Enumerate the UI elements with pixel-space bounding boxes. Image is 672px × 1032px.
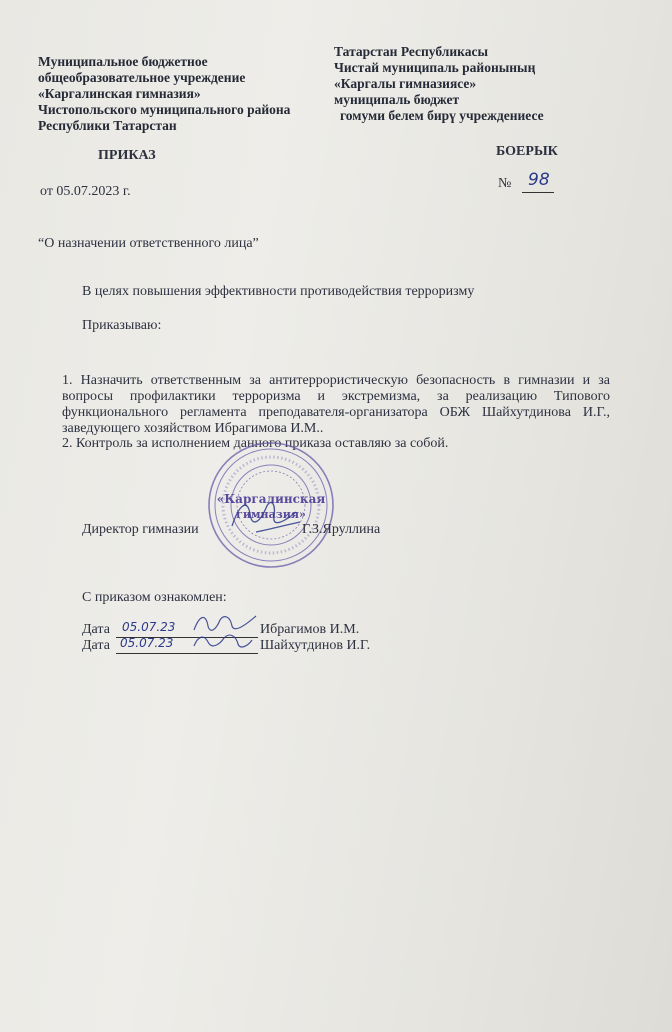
ack-date-value: 05.07.23 <box>120 636 174 650</box>
order-item-1-line: заведующего хозяйством Ибрагимова И.М.. <box>62 421 324 436</box>
ack-heading: С приказом ознакомлен: <box>82 590 227 605</box>
order-purpose: В целях повышения эффективности противодействия терроризму <box>82 284 475 299</box>
ack-date-label: Дата <box>82 622 110 637</box>
stamp-center-line: «Каргалинская <box>216 492 326 506</box>
order-item-2: 2. Контроль за исполнением данного приказа оставляю за собой. <box>62 436 449 451</box>
header-right-line: муниципаль бюджет <box>334 92 460 107</box>
header-right-line: «Каргалы гимназиясе» <box>334 76 477 91</box>
header-left-line: Чистопольского муниципального района <box>38 102 291 117</box>
ack-signature-2 <box>190 630 256 654</box>
order-item-1 <box>62 373 610 437</box>
ack-date-label: Дата <box>82 638 110 653</box>
header-right-line: Чистай муниципаль районының <box>334 60 536 75</box>
header-right-block <box>334 44 544 124</box>
header-right-line: гомуми белем бирү учреждениесе <box>340 108 544 123</box>
order-subject: “О назначении ответственного лица” <box>38 236 259 251</box>
order-item-1-line: функционального регламента преподавателя-организатора ОБЖ Шайхутдинова И.Г., <box>62 405 610 420</box>
ack-name: Шайхутдинов И.Г. <box>260 638 371 653</box>
order-number-label: № <box>498 176 512 191</box>
order-word: Приказываю: <box>82 318 162 333</box>
order-number-value: 98 <box>528 170 550 190</box>
director-signature <box>226 492 306 540</box>
ack-date-value: 05.07.23 <box>122 620 176 634</box>
header-left-line: Республики Татарстан <box>38 118 177 133</box>
header-left-block <box>38 54 290 134</box>
ack-name: Ибрагимов И.М. <box>260 622 360 637</box>
header-left-line: Муниципальное бюджетное <box>38 54 208 69</box>
header-left-line: общеобразовательное учреждение <box>38 70 246 85</box>
order-title-tt: БОЕРЫК <box>496 144 558 159</box>
stamp-center-line: гимназия» <box>236 508 306 521</box>
director-position: Директор гимназии <box>82 522 199 537</box>
order-number-underline <box>522 192 554 193</box>
order-item-1-line: вопросы профилактики терроризма и экстремизма, за реализацию Типового <box>62 389 610 404</box>
header-left-line: «Каргалинская гимназия» <box>38 86 201 101</box>
order-item-1-line: 1. Назначить ответственным за антитеррористическую безопасность в гимназии и за <box>62 373 610 388</box>
order-date: от 05.07.2023 г. <box>40 184 131 199</box>
header-right-line: Татарстан Республикасы <box>334 44 489 59</box>
director-name: Г.З.Яруллина <box>302 522 381 537</box>
order-title-ru: ПРИКАЗ <box>98 148 156 163</box>
